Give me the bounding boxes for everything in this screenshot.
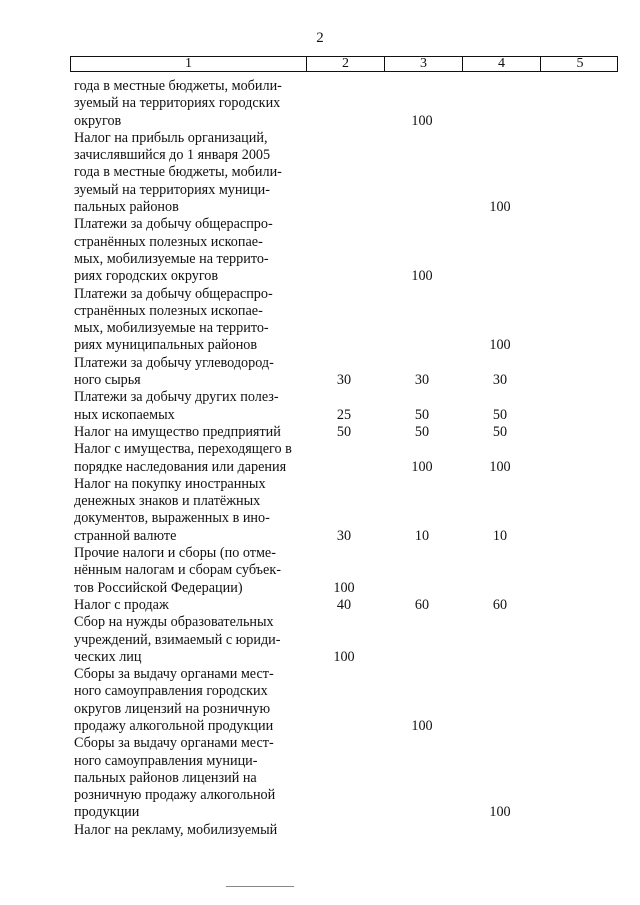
description-line: округов	[74, 112, 122, 129]
description-line: Налог на рекламу, мобилизуемый	[74, 821, 278, 838]
description-line: ного самоуправления муници-	[74, 752, 258, 769]
table-row	[70, 286, 618, 355]
description-line: Платежи за добычу углеводород-	[74, 354, 274, 371]
value-cell-c4: 10	[492, 527, 508, 544]
description-line: розничную продажу алкогольной	[74, 787, 276, 804]
description-line: ного самоуправления городских	[74, 683, 268, 700]
description-line: странной валюте	[74, 527, 177, 544]
description-line: зуемый на территориях городских	[74, 95, 281, 112]
value-cell-c3: 50	[414, 406, 430, 423]
value-cell-c3: 60	[414, 596, 430, 613]
value-cell-c2: 100	[333, 648, 355, 665]
value-cell-c2: 25	[336, 406, 352, 423]
table-header-row	[70, 56, 618, 72]
description-line: Налог на покупку иностранных	[74, 475, 266, 492]
row-description	[70, 389, 305, 424]
table-row	[70, 545, 618, 597]
scan-artifact-line	[226, 886, 294, 887]
value-cell-c4: 30	[492, 372, 508, 389]
table-row	[70, 597, 618, 614]
description-line: документов, выраженных в ино-	[74, 510, 270, 527]
row-description	[70, 545, 305, 597]
description-line: Сборы за выдачу органами мест-	[74, 666, 274, 683]
value-cell-c4: 50	[492, 406, 508, 423]
value-cell-c4: 100	[489, 337, 511, 354]
value-cell-c2: 30	[336, 372, 352, 389]
description-line: Налог на имущество предприятий	[74, 423, 281, 440]
row-description	[70, 216, 305, 285]
value-cell-c2: 100	[333, 579, 355, 596]
description-line: Налог на прибыль организаций,	[74, 129, 268, 146]
description-line: Сборы за выдачу органами мест-	[74, 735, 274, 752]
value-cell-c4: 50	[492, 423, 508, 440]
row-description	[70, 822, 305, 839]
description-line: Налог с продаж	[74, 596, 169, 613]
description-line: пальных районов	[74, 199, 179, 216]
row-description	[70, 424, 305, 441]
description-line: риях муниципальных районов	[74, 337, 258, 354]
row-description	[70, 597, 305, 614]
column-header-1: 1	[185, 56, 192, 71]
table-row	[70, 389, 618, 424]
description-line: года в местные бюджеты, мобили-	[74, 164, 282, 181]
description-line: мых, мобилизуемые на террито-	[74, 250, 269, 267]
page-number: 2	[316, 30, 324, 46]
row-description	[70, 666, 305, 735]
description-line: странённых полезных ископае-	[74, 302, 263, 319]
table-row	[70, 441, 618, 476]
table-row	[70, 822, 618, 839]
row-description	[70, 286, 305, 355]
table-row	[70, 216, 618, 285]
description-line: года в местные бюджеты, мобили-	[74, 78, 282, 94]
description-line: Прочие налоги и сборы (по отме-	[74, 545, 276, 562]
row-description	[70, 735, 305, 821]
table-row	[70, 424, 618, 441]
table-row	[70, 355, 618, 390]
column-header-4: 4	[462, 57, 540, 71]
value-cell-c3: 30	[414, 372, 430, 389]
value-cell-c3: 100	[411, 268, 433, 285]
value-cell-c2: 50	[336, 423, 352, 440]
description-line: пальных районов лицензий на	[74, 769, 257, 786]
description-line: продажу алкогольной продукции	[74, 717, 274, 734]
row-description	[70, 441, 305, 476]
value-cell-c4: 60	[492, 596, 508, 613]
description-line: нённым налогам и сборам субъек-	[74, 562, 281, 579]
value-cell-c3: 10	[414, 527, 430, 544]
value-cell-c3: 100	[411, 717, 433, 734]
description-line: тов Российской Федерации)	[74, 579, 243, 596]
description-line: странённых полезных ископае-	[74, 233, 263, 250]
description-line: зуемый на территориях муници-	[74, 181, 270, 198]
table-row	[70, 735, 618, 821]
description-line: Платежи за добычу других полез-	[74, 389, 279, 406]
row-description	[70, 614, 305, 666]
value-cell-c3: 100	[411, 112, 433, 129]
description-line: Налог с имущества, переходящего в	[74, 441, 292, 458]
value-cell-c4: 100	[489, 458, 511, 475]
row-description	[70, 78, 305, 130]
value-cell-c4: 100	[489, 804, 511, 821]
value-cell-c4: 100	[489, 199, 511, 216]
value-cell-c2: 30	[336, 527, 352, 544]
description-line: мых, мобилизуемые на террито-	[74, 320, 269, 337]
row-description	[70, 130, 305, 216]
table-row	[70, 614, 618, 666]
description-line: Платежи за добычу общераспро-	[74, 216, 273, 233]
description-line: риях городских округов	[74, 268, 219, 285]
table-body	[70, 78, 618, 839]
description-line: округов лицензий на розничную	[74, 700, 271, 717]
description-line: ческих лиц	[74, 648, 142, 665]
description-line: денежных знаков и платёжных	[74, 493, 261, 510]
description-line: продукции	[74, 804, 140, 821]
table-row	[70, 476, 618, 545]
description-line: ного сырья	[74, 372, 141, 389]
column-header-2: 2	[306, 57, 384, 71]
table-row	[70, 130, 618, 216]
description-line: учреждений, взимаемый с юриди-	[74, 631, 281, 648]
description-line: Платежи за добычу общераспро-	[74, 285, 273, 302]
table-row	[70, 666, 618, 735]
row-description	[70, 476, 305, 545]
description-line: Сбор на нужды образовательных	[74, 614, 274, 631]
table-row	[70, 78, 618, 130]
description-line: порядке наследования или дарения	[74, 458, 287, 475]
row-description	[70, 355, 305, 390]
value-cell-c2: 40	[336, 596, 352, 613]
description-line: ных ископаемых	[74, 406, 175, 423]
column-header-5: 5	[540, 57, 619, 71]
value-cell-c3: 50	[414, 423, 430, 440]
column-header-3: 3	[384, 57, 462, 71]
description-line: зачислявшийся до 1 января 2005	[74, 147, 271, 164]
value-cell-c3: 100	[411, 458, 433, 475]
